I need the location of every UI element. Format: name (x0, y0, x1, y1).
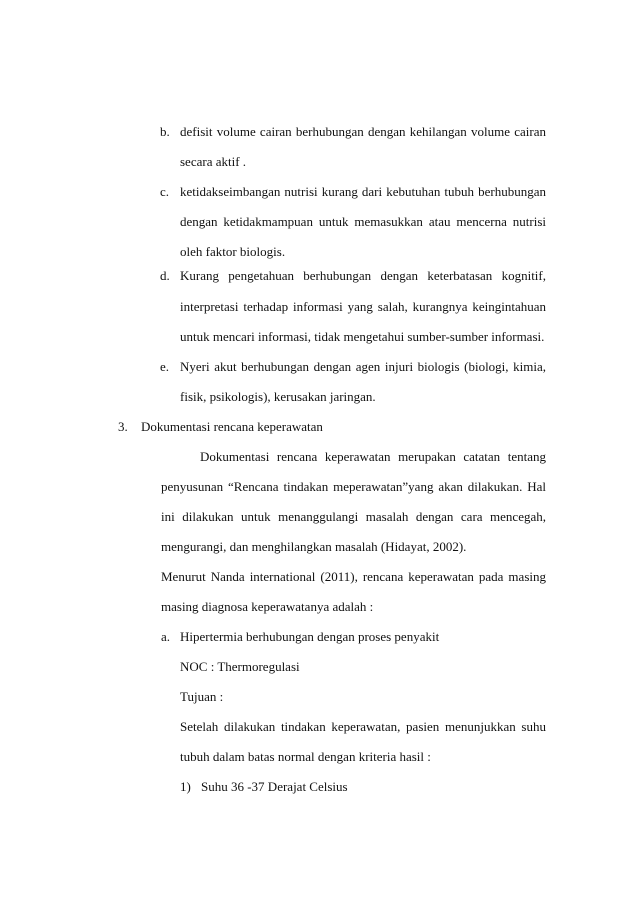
list-d-line-1: Kurang pengetahuan berhubungan dengan keterbatasan kognitif, (180, 268, 546, 283)
list-c-line-1: ketidakseimbangan nutrisi kurang dari kebutuhan tubuh berhubungan (180, 184, 546, 199)
list-d-line-3: untuk mencari informasi, tidak mengetahui sumber-sumber informasi. (180, 329, 545, 344)
para1-line-4: mengurangi, dan menghilangkan masalah (Hidayat, 2002). (161, 539, 467, 554)
tujuan-label: Tujuan : (180, 689, 224, 704)
noc-line: NOC : Thermoregulasi (180, 659, 300, 674)
list-marker-a: a. (161, 629, 171, 644)
list-b-line-1: defisit volume cairan berhubungan dengan kehilangan volume cairan (180, 124, 546, 139)
item-a-title: Hipertermia berhubungan dengan proses penyakit (180, 629, 440, 644)
para2-line-2: masing diagnosa keperawatanya adalah : (161, 599, 374, 614)
list-marker-d: d. (160, 268, 170, 283)
section-number: 3. (118, 419, 128, 434)
list-e-line-2: fisik, psikologis), kerusakan jaringan. (180, 389, 376, 404)
criteria-1: Suhu 36 -37 Derajat Celsius (201, 779, 348, 794)
tujuan-desc-line-1: Setelah dilakukan tindakan keperawatan, pasien menunjukkan suhu (180, 719, 546, 734)
para1-line-1: Dokumentasi rencana keperawatan merupakan catatan tentang (200, 449, 546, 464)
list-e-line-1: Nyeri akut berhubungan dengan agen injuri biologis (biologi, kimia, (180, 359, 546, 374)
section-heading: Dokumentasi rencana keperawatan (141, 419, 323, 434)
para1-line-3: ini dilakukan untuk menanggulangi masalah dengan cara mencegah, (161, 509, 546, 524)
criteria-marker-1: 1) (180, 779, 191, 794)
list-b-line-2: secara aktif . (180, 154, 247, 169)
list-c-line-2: dengan ketidakmampuan untuk memasukkan atau mencerna nutrisi (180, 214, 546, 229)
list-marker-b: b. (160, 124, 170, 139)
list-marker-c: c. (160, 184, 170, 199)
list-marker-e: e. (160, 359, 170, 374)
para2-line-1: Menurut Nanda international (2011), rencana keperawatan pada masing (161, 569, 546, 584)
list-d-line-2: interpretasi terhadap informasi yang salah, kurangnya keingintahuan (180, 299, 546, 314)
list-c-line-3: oleh faktor biologis. (180, 244, 286, 259)
tujuan-desc-line-2: tubuh dalam batas normal dengan kriteria hasil : (180, 749, 431, 764)
para1-line-2: penyusunan “Rencana tindakan meperawatan”yang akan dilakukan. Hal (161, 479, 546, 494)
